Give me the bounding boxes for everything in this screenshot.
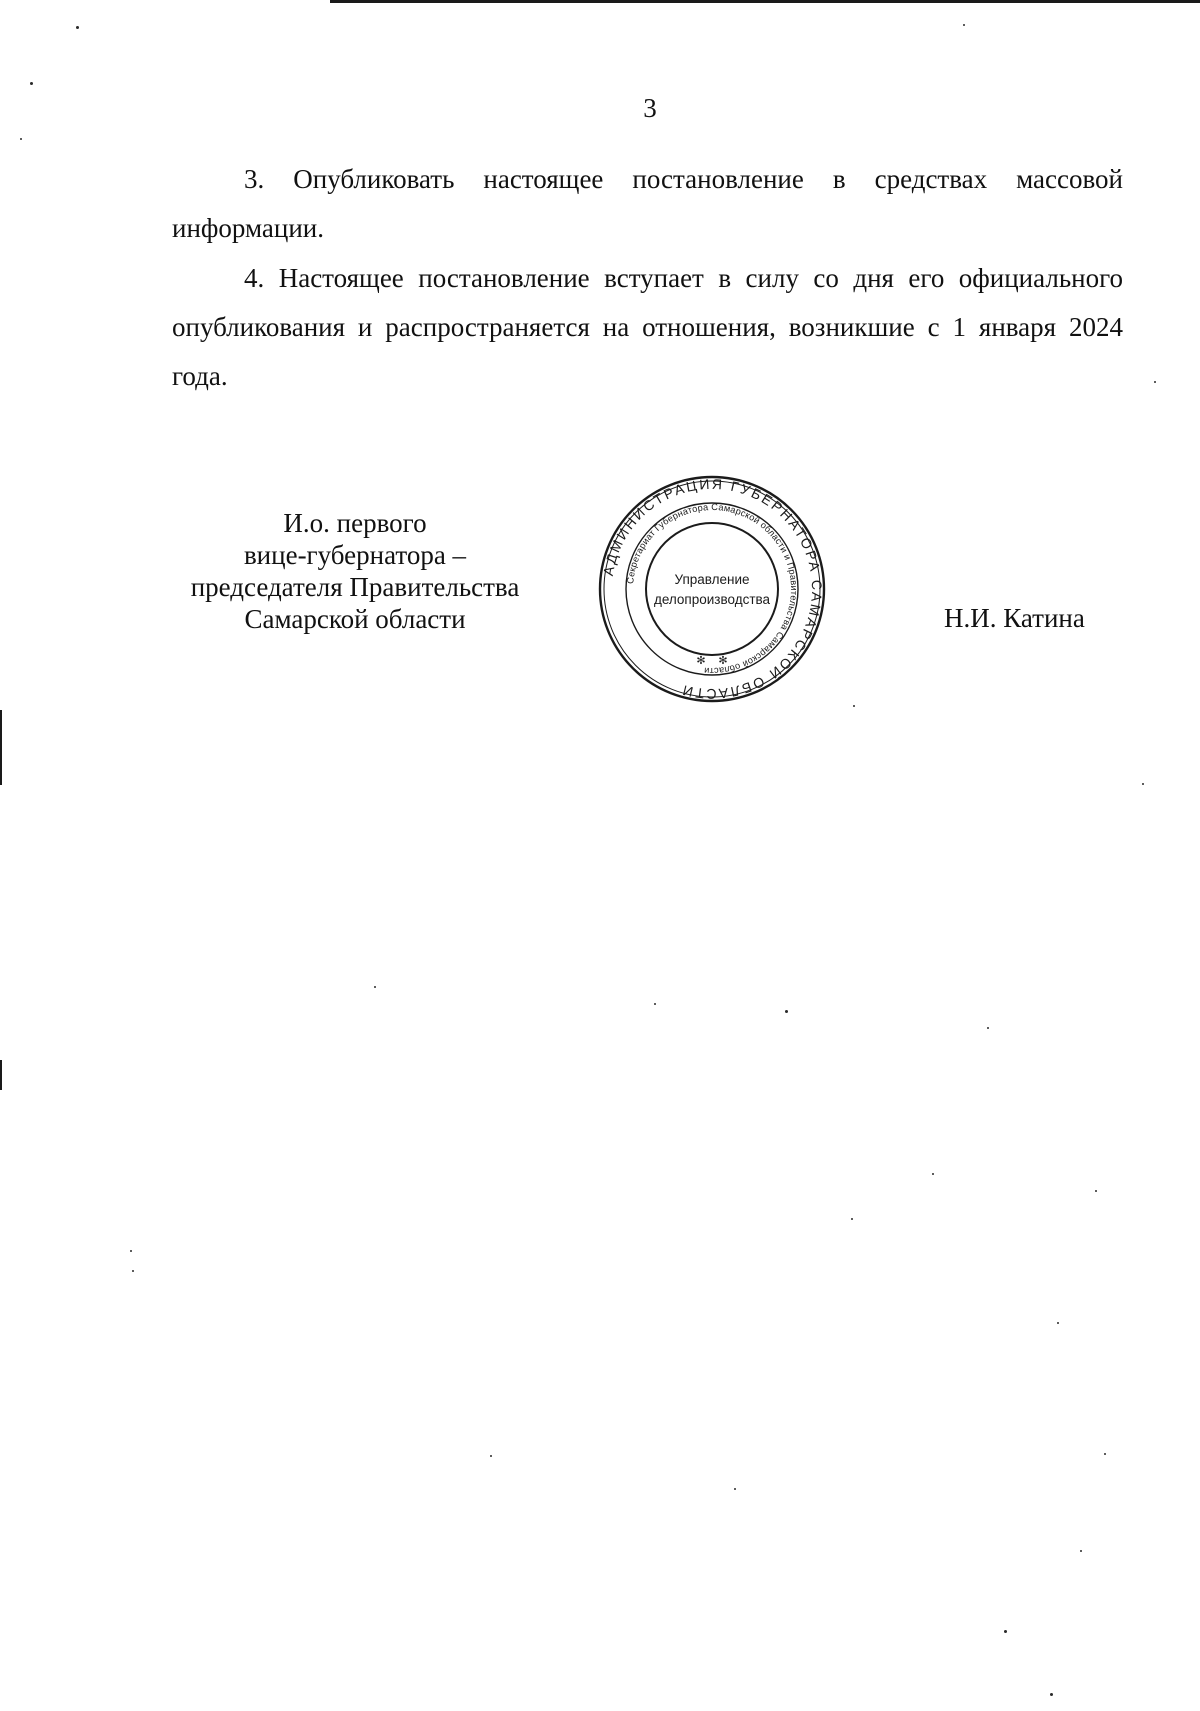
scan-speck xyxy=(1050,1693,1053,1696)
scan-speck xyxy=(932,1173,934,1175)
scan-speck xyxy=(1057,1322,1059,1324)
scan-speck xyxy=(20,138,22,140)
scan-speck xyxy=(785,1010,788,1013)
scan-speck xyxy=(374,986,376,988)
signer-position xyxy=(180,507,530,635)
stamp-inner-ring-text: Секретариат Губернатора Самарской области и Правительства Самарской области xyxy=(625,501,800,677)
signer-position-line: Самарской области xyxy=(244,604,466,634)
scan-speck xyxy=(1142,783,1144,785)
scan-speck xyxy=(1095,1190,1097,1192)
stamp-outer-ring-text: АДМИНИСТРАЦИЯ ГУБЕРНАТОРА САМАРСКОЙ ОБЛАСТИ xyxy=(599,475,826,703)
paragraph-4-text: 4. Настоящее постановление вступает в силу со дня его официального опубликования и распространяется на отношения, возникшие с 1 января 2024 года. xyxy=(172,263,1123,391)
scan-speck xyxy=(130,1250,132,1252)
scan-speck xyxy=(132,1270,134,1272)
paragraph-3 xyxy=(172,155,1123,253)
page-number: 3 xyxy=(643,93,657,123)
scan-speck xyxy=(987,1027,989,1029)
scan-speck xyxy=(963,24,965,26)
scan-speck xyxy=(30,82,33,85)
stamp-center-line-2: делопроизводства xyxy=(653,592,771,607)
official-stamp xyxy=(597,474,827,704)
scan-speck xyxy=(853,705,855,707)
stamp-star-icon: ✻ xyxy=(718,655,728,667)
scan-speck xyxy=(851,1218,853,1220)
scan-edge-left xyxy=(0,1060,2,1090)
scan-speck xyxy=(76,26,79,29)
signer-position-line: председателя Правительства xyxy=(190,572,520,602)
scan-speck xyxy=(1004,1630,1007,1633)
scan-speck xyxy=(1104,1453,1106,1455)
paragraph-3-text: 3. Опубликовать настоящее постановление в средствах массовой информации. xyxy=(172,164,1123,243)
signer-name: Н.И. Катина xyxy=(944,603,1085,633)
scan-speck xyxy=(734,1488,736,1490)
scan-edge-left xyxy=(0,710,2,785)
paragraph-4 xyxy=(172,254,1123,401)
signer-position-line: И.о. первого xyxy=(283,508,427,538)
signer-position-line: вице-губернатора – xyxy=(243,540,467,570)
scan-speck xyxy=(654,1003,656,1005)
scan-edge-top xyxy=(330,0,1200,3)
scan-speck xyxy=(490,1455,492,1457)
scan-speck xyxy=(1154,381,1156,383)
stamp-star-icon: ✻ xyxy=(696,655,706,667)
stamp-seal-icon xyxy=(597,474,827,704)
scan-speck xyxy=(1080,1550,1082,1552)
stamp-center-line-1: Управление xyxy=(674,572,750,587)
